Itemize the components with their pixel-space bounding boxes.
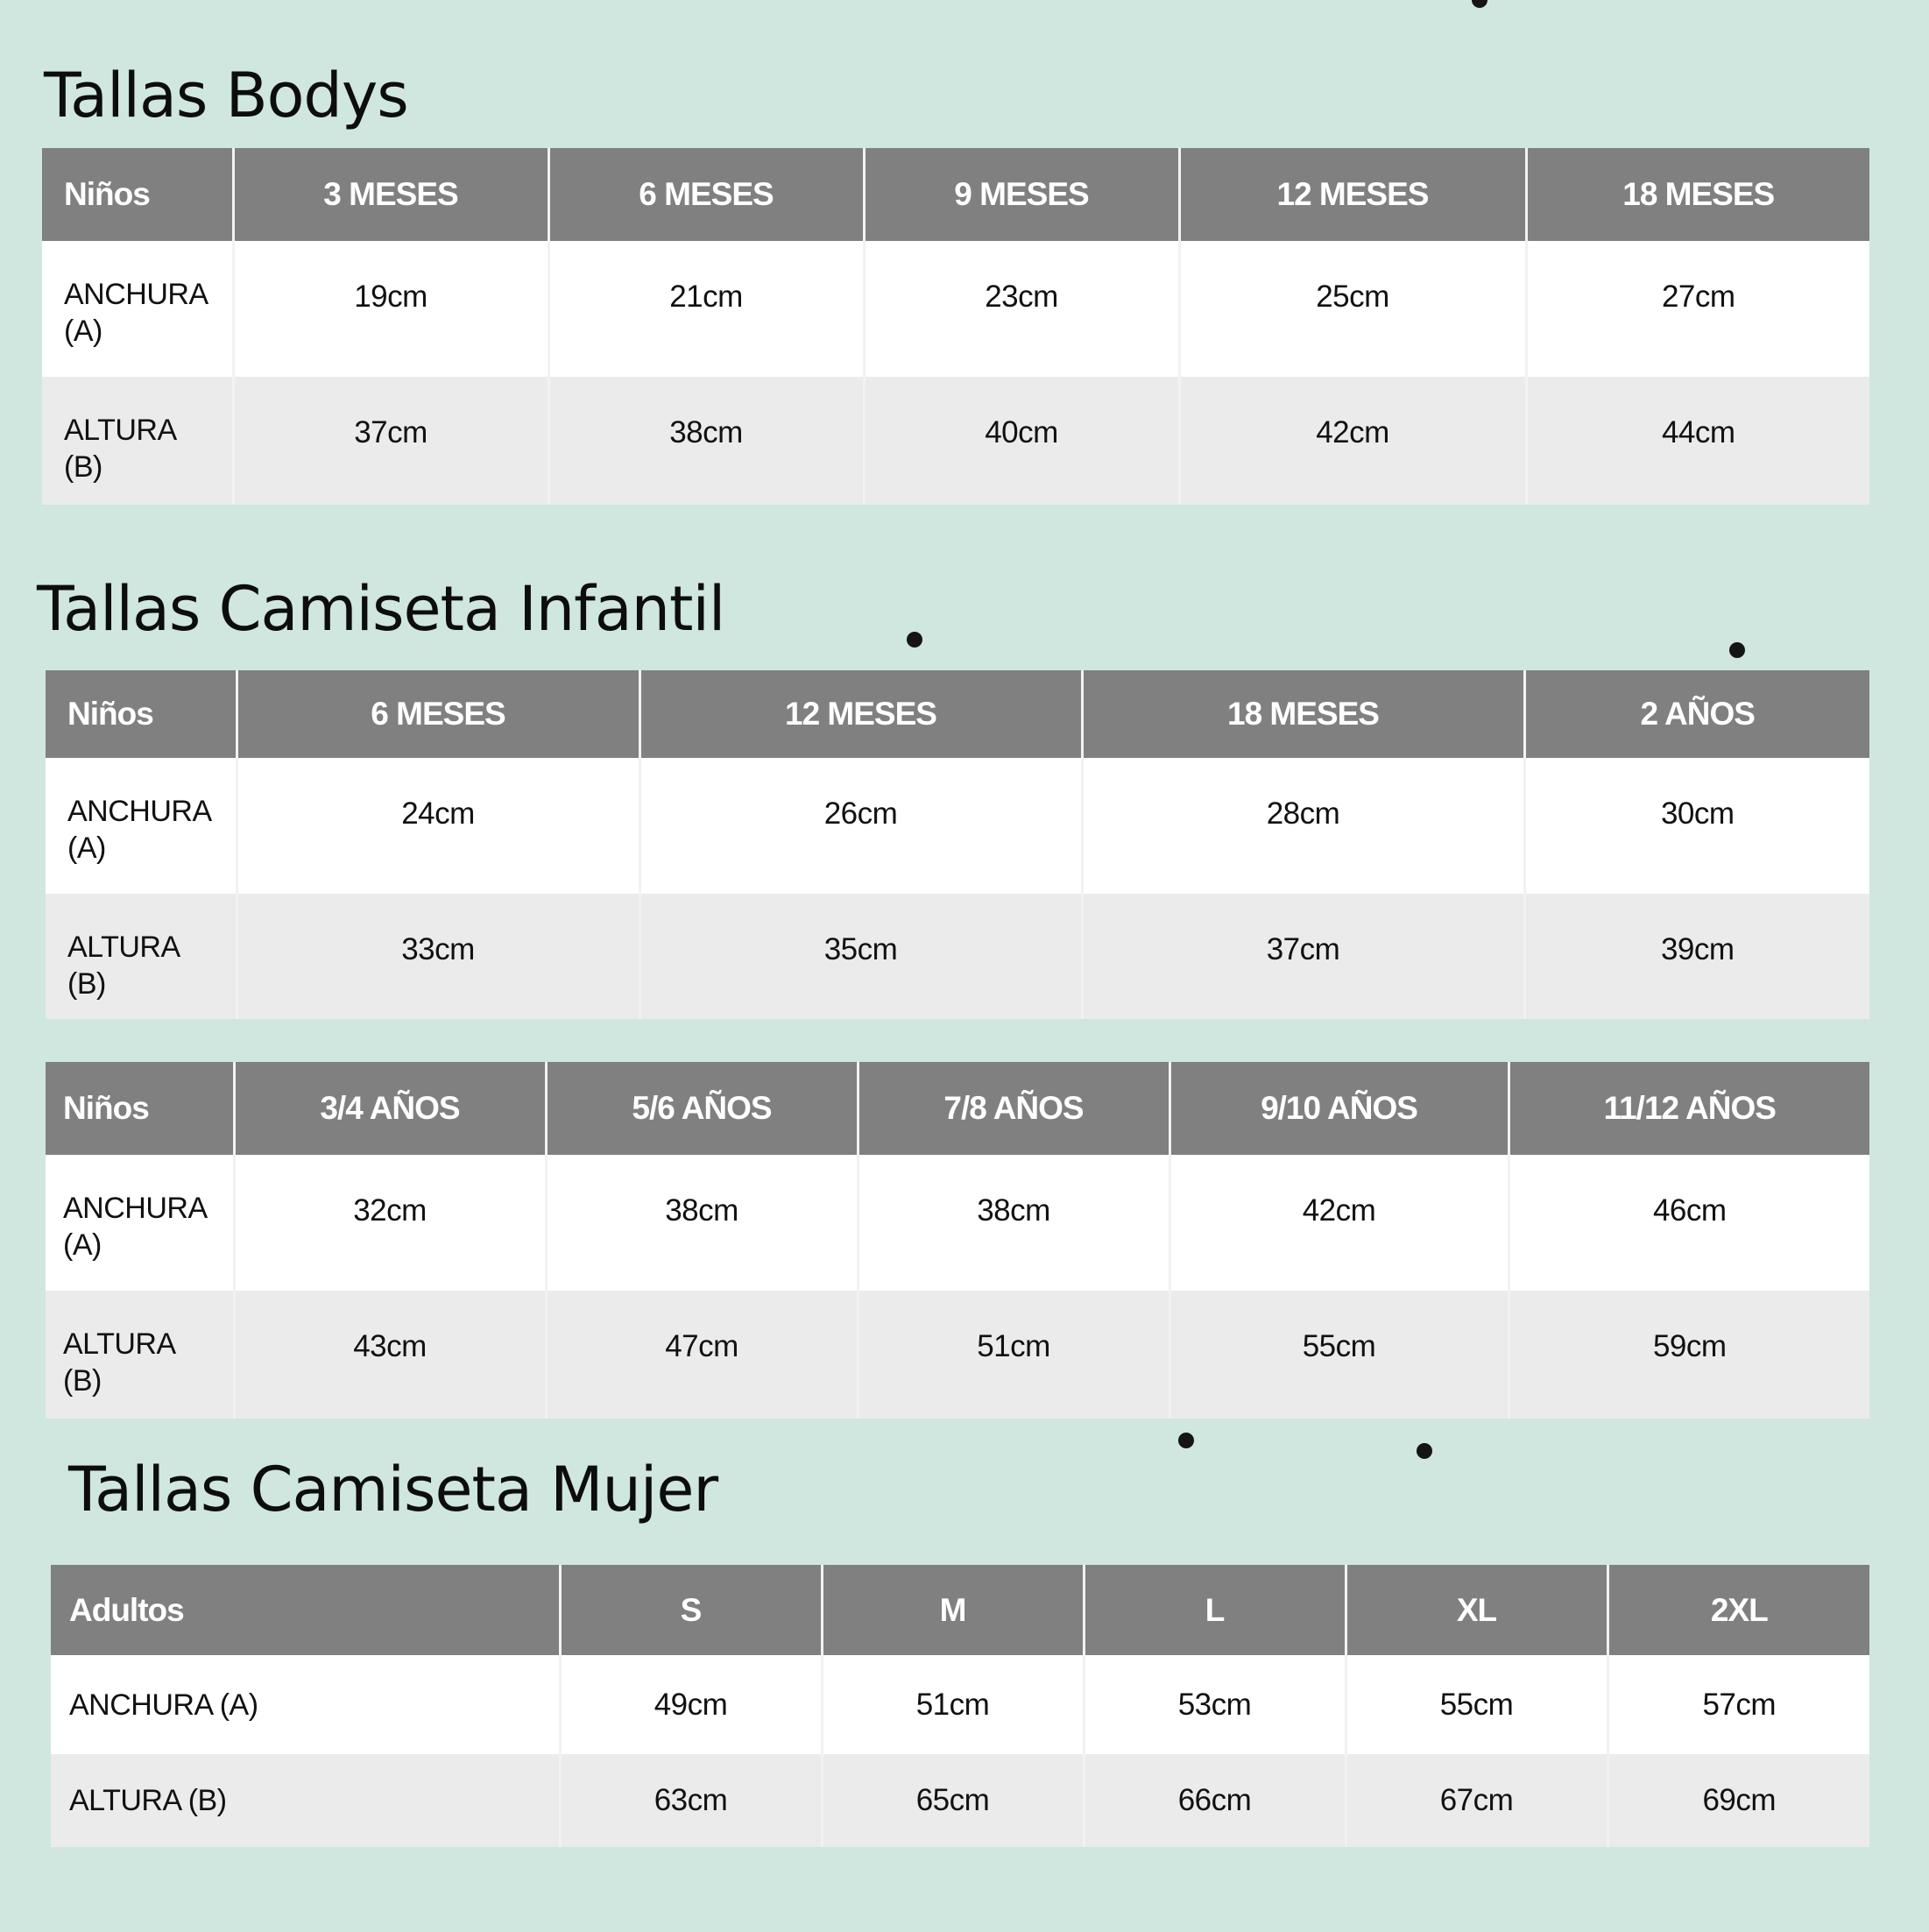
table-cell: 65cm [822, 1754, 1084, 1847]
table-cell: 51cm [822, 1655, 1084, 1754]
header-cell: 18 MESES [1526, 148, 1869, 241]
row-label: ANCHURA (A) [51, 1655, 560, 1754]
table-header-row [46, 1062, 1869, 1155]
table-cell: 42cm [1179, 377, 1526, 505]
table-cell: 28cm [1082, 758, 1524, 894]
table-cell: 37cm [233, 377, 548, 505]
header-cell: 3 MESES [233, 148, 548, 241]
table-row [51, 1754, 1869, 1847]
table-cell: 26cm [639, 758, 1082, 894]
row-label: ANCHURA (A) [46, 758, 237, 894]
header-cell: 5/6 AÑOS [546, 1062, 858, 1155]
header-cell: 12 MESES [1179, 148, 1526, 241]
header-cell: M [822, 1565, 1084, 1655]
mujer-size-table [51, 1565, 1869, 1847]
header-cell: 12 MESES [639, 670, 1082, 758]
decorative-dot [1178, 1433, 1194, 1448]
table-cell: 33cm [237, 894, 639, 1019]
header-cell: 18 MESES [1082, 670, 1524, 758]
row-label: ALTURA (B) [51, 1754, 560, 1847]
row-label: ALTURA (B) [42, 377, 233, 505]
header-cell: 3/4 AÑOS [234, 1062, 546, 1155]
table-header-row [46, 670, 1869, 758]
decorative-dot [1417, 1443, 1432, 1459]
table-cell: 37cm [1082, 894, 1524, 1019]
table-cell: 67cm [1346, 1754, 1608, 1847]
header-cell: 6 MESES [237, 670, 639, 758]
table-cell: 57cm [1608, 1655, 1869, 1754]
table-cell: 63cm [560, 1754, 822, 1847]
header-cell: L [1084, 1565, 1346, 1655]
table-cell: 47cm [546, 1291, 858, 1419]
table-cell: 55cm [1346, 1655, 1608, 1754]
table-row [42, 241, 1869, 377]
table-cell: 42cm [1169, 1155, 1509, 1291]
table-cell: 38cm [858, 1155, 1169, 1291]
table-cell: 69cm [1608, 1754, 1869, 1847]
header-cell: Niños [46, 670, 237, 758]
section-title-bodys: Tallas Bodys [44, 60, 408, 131]
table-cell: 66cm [1084, 1754, 1346, 1847]
header-cell: 11/12 AÑOS [1509, 1062, 1869, 1155]
table-cell: 19cm [233, 241, 548, 377]
table-row [46, 894, 1869, 1019]
table-row [46, 758, 1869, 894]
header-cell: 9 MESES [864, 148, 1179, 241]
section-title-infantil: Tallas Camiseta Infantil [37, 573, 725, 645]
table-cell: 55cm [1169, 1291, 1509, 1419]
row-label: ALTURA (B) [46, 1291, 234, 1419]
header-cell: 7/8 AÑOS [858, 1062, 1169, 1155]
table-header-row [51, 1565, 1869, 1655]
header-cell: Niños [46, 1062, 234, 1155]
header-cell: XL [1346, 1565, 1608, 1655]
table-cell: 27cm [1526, 241, 1869, 377]
table-cell: 21cm [548, 241, 864, 377]
decorative-dot [1472, 0, 1487, 8]
header-cell: Adultos [51, 1565, 560, 1655]
table-cell: 24cm [237, 758, 639, 894]
infantil-size-table-2 [46, 1062, 1869, 1419]
header-cell: 2 AÑOS [1524, 670, 1869, 758]
table-cell: 44cm [1526, 377, 1869, 505]
table-cell: 38cm [546, 1155, 858, 1291]
decorative-dot [1729, 642, 1745, 658]
table-row [51, 1655, 1869, 1754]
table-cell: 32cm [234, 1155, 546, 1291]
table-cell: 59cm [1509, 1291, 1869, 1419]
table-row [46, 1155, 1869, 1291]
header-cell: S [560, 1565, 822, 1655]
header-cell: 6 MESES [548, 148, 864, 241]
bodys-size-table [42, 148, 1869, 505]
table-cell: 38cm [548, 377, 864, 505]
table-row [46, 1291, 1869, 1419]
table-cell: 30cm [1524, 758, 1869, 894]
table-cell: 35cm [639, 894, 1082, 1019]
table-cell: 46cm [1509, 1155, 1869, 1291]
decorative-dot [907, 632, 922, 648]
table-cell: 51cm [858, 1291, 1169, 1419]
table-cell: 43cm [234, 1291, 546, 1419]
header-cell: Niños [42, 148, 233, 241]
table-cell: 53cm [1084, 1655, 1346, 1754]
infantil-size-table-1 [46, 670, 1869, 1019]
table-cell: 23cm [864, 241, 1179, 377]
table-cell: 49cm [560, 1655, 822, 1754]
header-cell: 2XL [1608, 1565, 1869, 1655]
row-label: ANCHURA (A) [42, 241, 233, 377]
table-cell: 39cm [1524, 894, 1869, 1019]
table-cell: 40cm [864, 377, 1179, 505]
row-label: ANCHURA (A) [46, 1155, 234, 1291]
row-label: ALTURA (B) [46, 894, 237, 1019]
header-cell: 9/10 AÑOS [1169, 1062, 1509, 1155]
table-header-row [42, 148, 1869, 241]
section-title-mujer: Tallas Camiseta Mujer [68, 1454, 718, 1525]
table-row [42, 377, 1869, 505]
table-cell: 25cm [1179, 241, 1526, 377]
